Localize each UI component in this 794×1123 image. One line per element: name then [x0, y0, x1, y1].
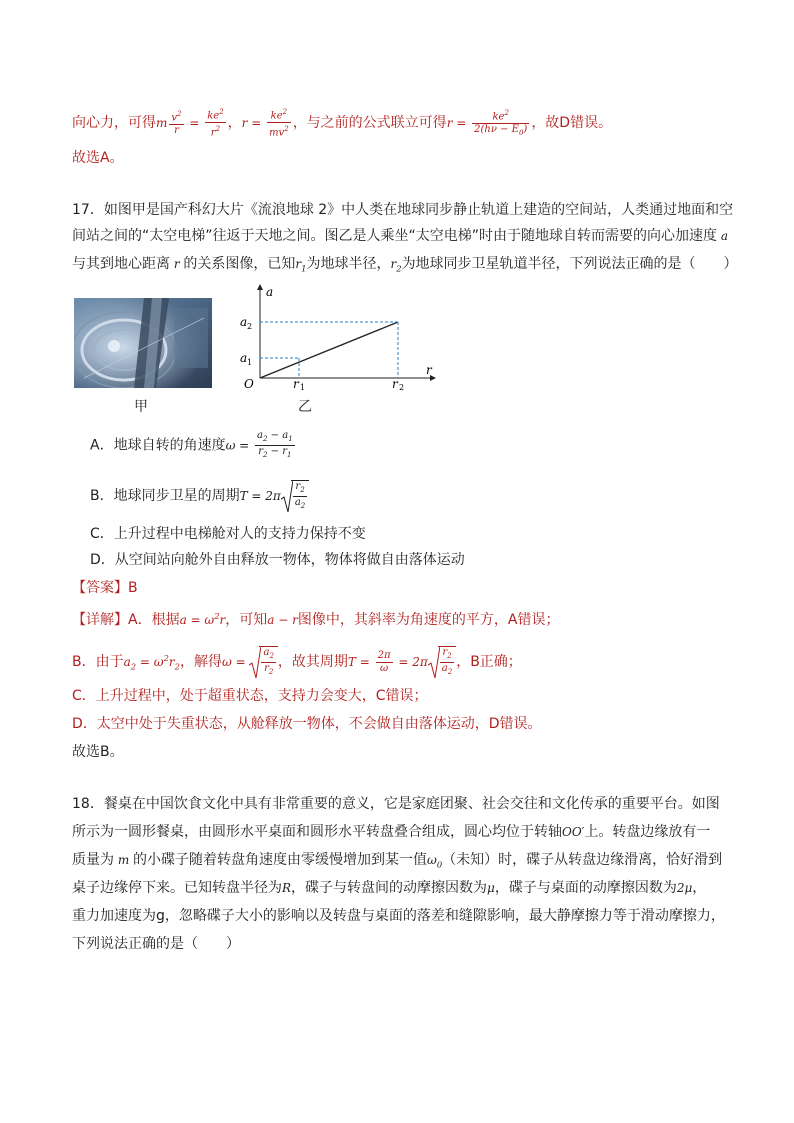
detail-c: C．上升过程中，处于超重状态，支持力会变大，C错误；: [72, 688, 428, 704]
prev-conclusion: 故选A。: [72, 150, 124, 166]
option-b: B．地球同步卫星的周期T = 2π $\frac{r_2}{a_2}$: [90, 480, 309, 512]
option-d: D．从空间站向舱外自由释放一物体，物体将做自由落体运动: [90, 552, 465, 568]
y-axis-label: a: [266, 285, 274, 299]
y-axis-arrow: [257, 284, 263, 290]
a2-label: a: [240, 315, 248, 329]
figure-caption-right: 乙: [298, 399, 312, 415]
q18-line-4: 桌子边缘停下来。已知转盘半径为R，碟子与转盘间的动摩擦因数为μ，碟子与桌面的动摩擦因数为2μ，: [72, 880, 707, 896]
figure-caption-left: 甲: [134, 399, 148, 415]
r1-label: r: [293, 377, 299, 390]
svg-text:1: 1: [247, 358, 253, 367]
svg-text:2: 2: [247, 322, 253, 331]
prev-solution-line: 向心力，可得m $\frac{v^2}{r}$ = $\frac{ke^2}{r^2}$ ，r = $\frac{ke^2}{mv^2}$ ，与之前的公式联立可得r = $\frac{ke^2}{2(h\nu - E_0)}$ ，故D错误。: [72, 108, 613, 139]
space-station-photo: [74, 298, 212, 388]
q17-stem-line-1: 17．如图甲是国产科幻大片《流浪地球 2》中人类在地球同步静止轨道上建造的空间站，人类通过地面和空: [72, 202, 734, 218]
q18-line-3: 质量为 m 的小碟子随着转盘角速度由零缓慢增加到某一值$\omega_0$（未知）时，碟子从转盘边缘滑离，恰好滑到: [72, 852, 723, 870]
detail-b: B．由于$a_2 = \omega^2r_2$，解得ω = $\frac{a_2}{r_2}$ ，故其周期T = $\frac{2\pi}{\omega}$ = 2π $\frac{r_2}{a_2}$ ，B正确；: [72, 647, 522, 676]
a-r-line: [260, 322, 398, 378]
detail-a: 【详解】A．根据$a = \omega^2r$，可知a − r图像中，其斜率为角速度的平方，A错误；: [72, 611, 560, 628]
option-c: C．上升过程中电梯舱对人的支持力保持不变: [90, 526, 366, 542]
detail-d: D．太空中处于失重状态，从舱释放一物体，不会做自由落体运动，D错误。: [72, 716, 542, 732]
x-axis-label: r: [426, 363, 432, 377]
a1-label: a: [240, 351, 248, 365]
q18-line-5: 重力加速度为g，忽略碟子大小的影响以及转盘与桌面的落差和缝隙影响，最大静摩擦力等于滑动摩擦力，: [72, 908, 725, 924]
q17-stem-line-2: 间站之间的“太空电梯”往返于天地之间。图乙是人乘坐“太空电梯”时由于随地球自转而需要的向心加速度 a: [72, 228, 728, 244]
q18-line-6: 下列说法正确的是（ ）: [72, 936, 240, 952]
origin-label: O: [244, 377, 254, 390]
q17-conclusion: 故选B。: [72, 744, 124, 760]
option-a: A．地球自转的角速度ω = $\frac{a_2 - a_1}{r_2 - r_1}$: [90, 430, 293, 459]
a-r-graph: [230, 282, 440, 390]
q18-line-2: 所示为一圆形餐桌，由圆形水平桌面和圆形水平转盘叠合组成，圆心均位于转轴OO′上。转盘边缘放有一: [72, 824, 711, 840]
svg-text:2: 2: [399, 383, 405, 390]
svg-text:1: 1: [300, 383, 306, 390]
q17-stem-line-3: 与其到地心距离 r 的关系图像，已知$r_1$为地球半径，$r_2$为地球同步卫星轨道半径，下列说法正确的是（ ）: [72, 256, 738, 274]
q18-line-1: 18．餐桌在中国饮食文化中具有非常重要的意义，它是家庭团聚、社会交往和文化传承的重要平台。如图: [72, 796, 720, 812]
answer-line: 【答案】B: [72, 580, 138, 596]
r2-label: r: [392, 377, 398, 390]
